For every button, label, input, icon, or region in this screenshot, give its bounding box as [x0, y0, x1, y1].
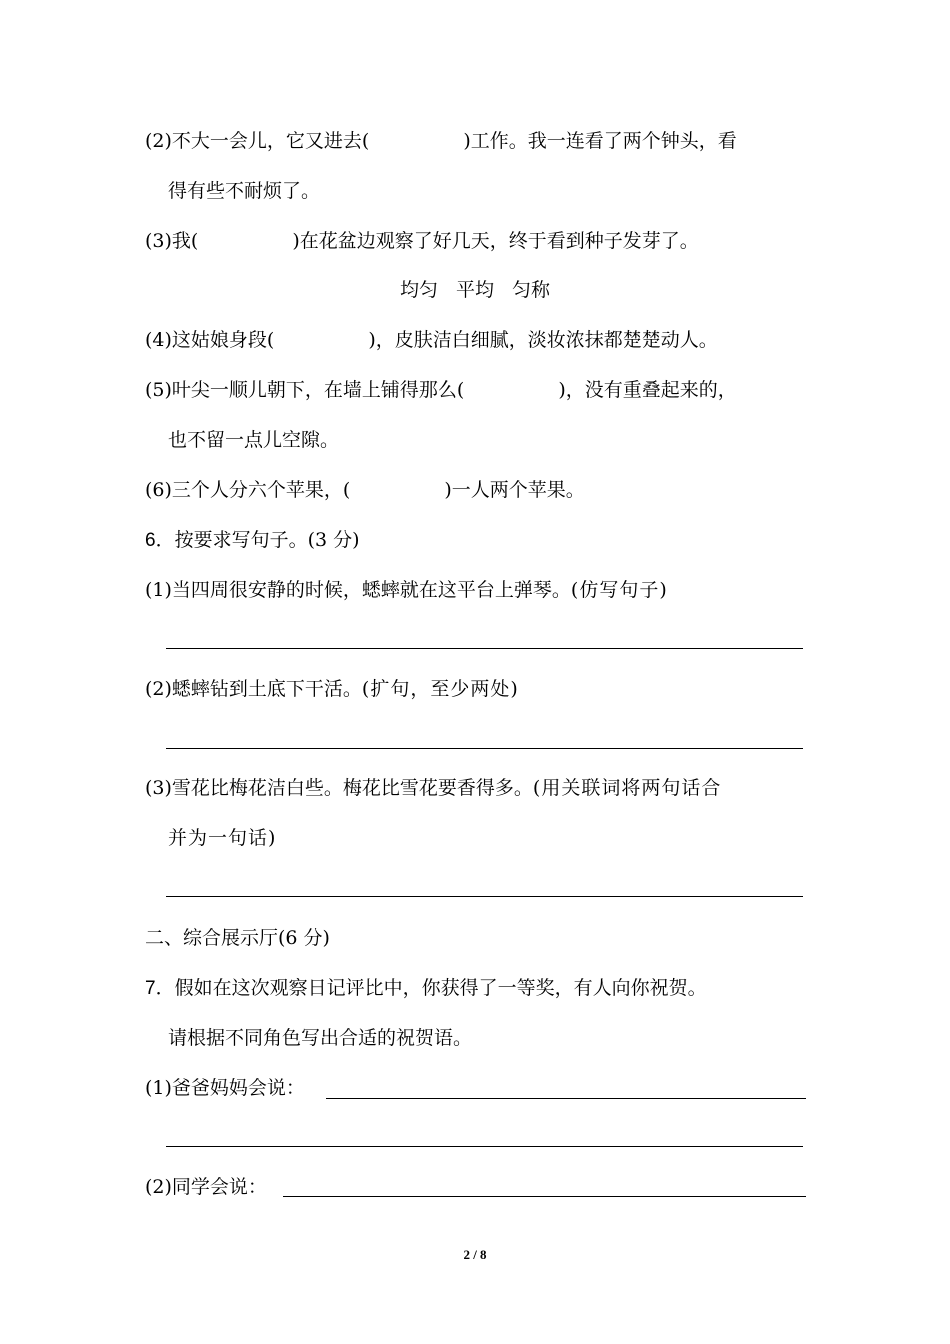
q5-5-continuation: 也不留一点儿空隙。	[168, 429, 340, 451]
q6-number: 6．	[145, 530, 175, 551]
q7-number: 7．	[145, 978, 175, 999]
q5-4-text-b: )，皮肤洁白细腻，淡妆浓抹都楚楚动人。	[368, 329, 718, 351]
q6-1-note: (仿写句子)	[570, 579, 668, 601]
word-options	[0, 278, 950, 302]
q6-1	[145, 578, 668, 602]
q6-2-text: (2)蟋蟀钻到土底下干活。	[145, 678, 362, 700]
q5-4-text-a: (4)这姑娘身段(	[145, 329, 275, 351]
q7-1-answer-line-2[interactable]	[166, 1146, 803, 1147]
q5-2-text-b: )工作。我一连看了两个钟头，看	[463, 130, 737, 152]
q5-2-text-a: (2)不大一会儿，它又进去(	[145, 130, 370, 152]
word-option: 匀称	[512, 279, 551, 301]
page-number: 2 / 8	[463, 1247, 487, 1262]
q7-title-text: 假如在这次观察日记评比中，你获得了一等奖，有人向你祝贺。	[174, 977, 707, 999]
q6-2-answer-line[interactable]	[166, 748, 803, 749]
q6-1-answer-line[interactable]	[166, 648, 803, 649]
q7-2-answer-line[interactable]	[283, 1196, 806, 1197]
q6-1-text: (1)当四周很安静的时候，蟋蟀就在这平台上弹琴。	[145, 579, 571, 601]
q7-1: (1)爸爸妈妈会说：	[145, 1077, 305, 1099]
q6-2-note: (扩句，至少两处)	[361, 678, 519, 700]
q5-6-text-a: (6)三个人分六个苹果，(	[145, 479, 351, 501]
word-option: 均匀	[399, 279, 438, 301]
q5-4	[145, 328, 718, 352]
q7-title	[145, 976, 707, 1001]
q5-6-text-b: )一人两个苹果。	[444, 479, 585, 501]
q5-2-continuation: 得有些不耐烦了。	[168, 180, 321, 202]
q7-continuation: 请根据不同角色写出合适的祝贺语。	[168, 1027, 473, 1049]
q6-2	[145, 677, 519, 701]
q6-3-answer-line[interactable]	[166, 896, 803, 897]
q6-3-note: (用关联词将两句话合	[532, 777, 722, 799]
word-option: 平均	[455, 279, 494, 301]
q5-6	[145, 478, 585, 502]
q5-5	[145, 378, 737, 402]
section-2-heading: 二、综合展示厅(6 分)	[145, 927, 330, 949]
q6-3	[145, 776, 721, 800]
q5-3-text-a: (3)我(	[145, 230, 199, 252]
q5-2	[145, 129, 737, 153]
q5-5-text-b: )，没有重叠起来的，	[558, 379, 737, 401]
q5-5-text-a: (5)叶尖一顺儿朝下，在墙上铺得那么(	[145, 379, 465, 401]
q6-title	[145, 528, 360, 553]
q7-2: (2)同学会说：	[145, 1176, 267, 1198]
q6-title-text: 按要求写句子。(3 分)	[174, 529, 360, 551]
q6-3-text: (3)雪花比梅花洁白些。梅花比雪花要香得多。	[145, 777, 533, 799]
q7-1-answer-line-1[interactable]	[326, 1098, 806, 1099]
q6-3-continuation: 并为一句话)	[168, 827, 277, 849]
q5-3	[145, 229, 699, 253]
q5-3-text-b: )在花盆边观察了好几天，终于看到种子发芽了。	[292, 230, 699, 252]
